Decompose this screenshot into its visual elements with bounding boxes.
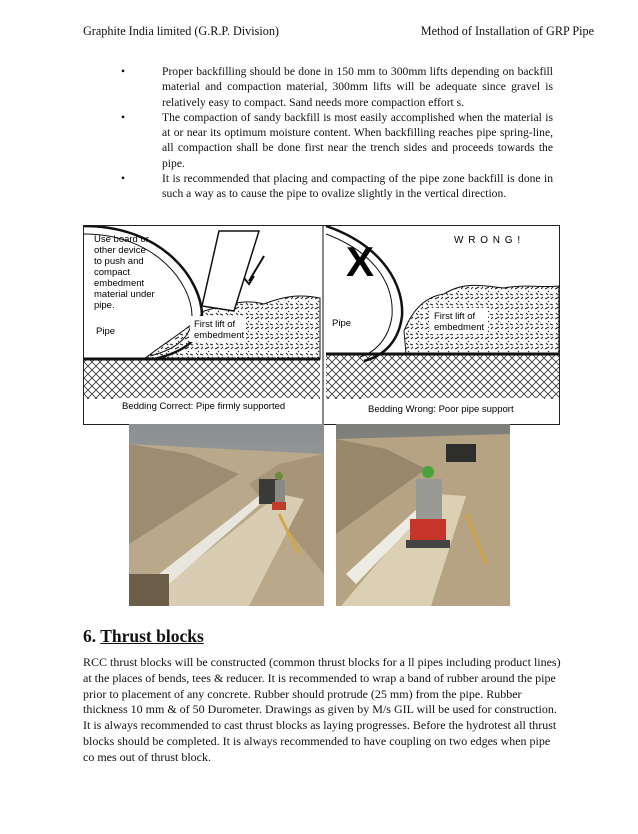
header-right: Method of Installation of GRP Pipe: [420, 24, 594, 38]
bullet-text: The compaction of sandy backfill is most easily accomplished when the material is at or near its optimum moisture content. When backfilling reaches pipe spring-line, all compaction shall be done first near the trench sides and proceeds towards the pipe.: [162, 110, 553, 170]
section-body: RCC thrust blocks will be constructed (common thrust blocks for a ll pipes including product lines) at the places of bends, tees & reducer. It is recommended to wrap a band of rubber around the pipe prior to placement of any concrete. Rubber should protrude (25 mm) from the pipe. Rubber thickness 10 mm & of 50 Durometer. Drawings as given by M/s GIL will be used for construction. It is always recommended to cast thrust blocks as laying progresses. Before the hydrotest all thrust blocks should be completed. It is always recommended to have coupling on two edges when pipe co mes out of thrust block.: [83, 655, 561, 764]
trench-compaction-photo-1-icon: [129, 424, 324, 606]
caption-correct: Bedding Correct: Pipe firmly supported: [122, 401, 286, 412]
instruction-line: Use board or: [94, 234, 149, 245]
bullet-item: [83, 171, 553, 202]
caption-wrong: Bedding Wrong: Poor pipe support: [368, 404, 514, 415]
pipe-label-left: Pipe: [96, 326, 116, 337]
wrong-x-mark: X: [346, 238, 375, 285]
instruction-line: compact: [94, 267, 130, 278]
wrong-panel: [326, 226, 559, 415]
photo-strip: [129, 424, 510, 606]
bedding-hatch-left: [84, 359, 320, 399]
lift-label: First lift of: [194, 319, 236, 330]
instruction-line: material under: [94, 289, 155, 300]
instruction-line: to push and: [94, 256, 144, 267]
instruction-line: other device: [94, 245, 146, 256]
bullet-item: [83, 64, 553, 110]
bullet-icon: •: [121, 65, 126, 78]
backfill-diagram: [83, 225, 560, 425]
section-title: Thrust blocks: [100, 626, 204, 646]
section-number: 6.: [83, 626, 97, 646]
correct-panel: [84, 226, 320, 414]
bedding-hatch-right: [326, 354, 559, 399]
tamping-board-icon: [202, 231, 259, 311]
wrong-label: W R O N G !: [454, 235, 522, 246]
bullet-icon: •: [121, 172, 126, 186]
bullet-list: [83, 64, 553, 202]
bullet-text: Proper backfilling should be done in 150 mm to 300mm lifts depending on backfill material and compaction material, 300mm lifts will be adequate since gravel is relatively easy to compact. Sand needs more compaction effort s.: [162, 65, 553, 109]
instruction-line: pipe.: [94, 300, 115, 311]
bullet-item: [83, 110, 553, 171]
lift-label: First lift of: [434, 311, 476, 322]
pipe-label-right: Pipe: [332, 318, 352, 329]
bullet-icon: •: [121, 110, 126, 124]
lift-label: embedment: [194, 330, 245, 341]
lift-label: embedment: [434, 322, 485, 333]
push-arrow-icon: [249, 256, 264, 281]
header-left: Graphite India limited (G.R.P. Division): [83, 24, 279, 38]
trench-compaction-photo-2-icon: [336, 424, 510, 606]
bullet-text: It is recommended that placing and compacting of the pipe zone backfill is done in such a way as to cause the pipe to ovalize slightly in the vertical direction.: [162, 172, 553, 201]
section-heading: [83, 626, 204, 647]
instruction-line: embedment: [94, 278, 145, 289]
